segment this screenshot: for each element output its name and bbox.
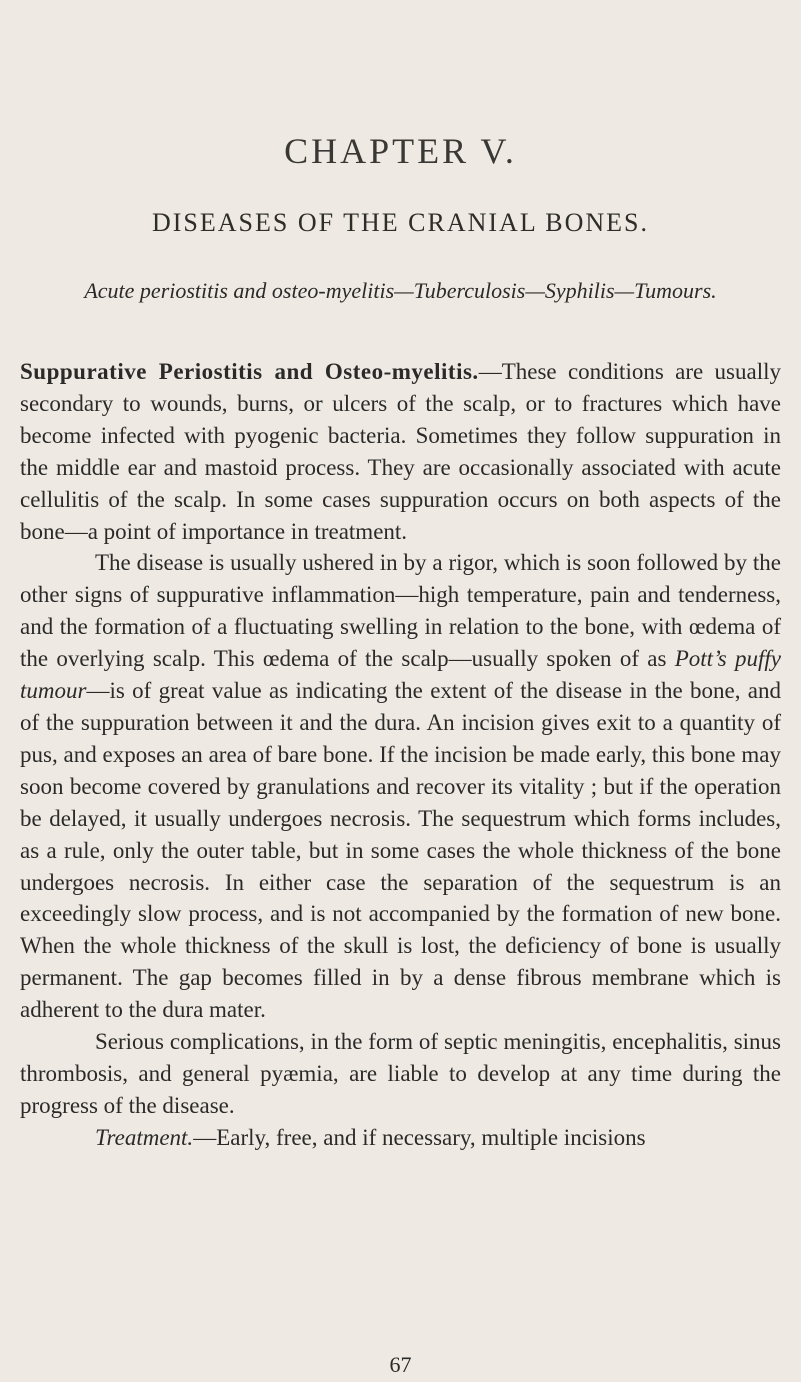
paragraph-2 [20,547,781,1026]
paragraph-1-text: —These conditions are usually secondary to wounds, burns, or ulcers of the scalp, or to fractures which have become infected with pyogenic bacteria. Sometimes they follow suppuration in the middle ear and mastoid process. They are occasionally associated with acute cellulitis of the scalp. In some cases suppuration occurs on both aspects of the bone—a point of importance in treatment. [20,359,781,544]
treatment-label: Treatment. [95,1124,194,1150]
paragraph-4-text: —Early, free, and if necessary, multiple incisions [193,1124,646,1150]
paragraph-3: Serious complications, in the form of septic meningitis, encephalitis, sinus thrombosis, and general pyæmia, are liable to develop at any time during the progress of the disease. [20,1029,781,1118]
section-title: DISEASES OF THE CRANIAL BONES. [152,208,649,237]
paragraph-2-text-b: —is of great value as indicating the extent of the disease in the bone, and of the suppuration between it and the dura. An incision gives exit to a quantity of pus, and exposes an area of bare bone. If the incision be made early, this bone may soon become covered by granulations and recover its vitality ; but if the operation be delayed, it usually undergoes necrosis. The sequestrum which forms includes, as a rule, only the outer table, but in some cases the whole thickness of the bone undergoes necrosis. In either case the separation of the sequestrum is an exceedingly slow process, and is not accompanied by the formation of new bone. When the whole thickness of the skull is lost, the deficiency of bone is usually permanent. The gap becomes filled in by a dense fibrous membrane which is adherent to the dura mater. [20,678,781,1023]
page-number: 67 [389,1352,412,1377]
paragraph-2-text-a: The disease is usually ushered in by a rigor, which is soon followed by the other signs of suppurative inflammation—high temperature, pain and tenderness, and the formation of a fluctuating swelling in relation to the bone, with œdema of the overlying scalp. This œdema of the scalp—usually spoken of as [20,550,781,672]
chapter-heading: CHAPTER V. [284,131,517,171]
italic-term: Pott’s puffy tumour [20,646,781,704]
paragraph-4 [20,1122,781,1154]
paragraph-heading: Suppurative Periostitis and Osteo-myelitis. [20,359,479,384]
chapter-summary: Acute periostitis and osteo-myelitis—Tuberculosis—Syphilis—Tumours. [84,278,717,303]
paragraph-1 [20,356,781,547]
body-text [20,356,781,1154]
